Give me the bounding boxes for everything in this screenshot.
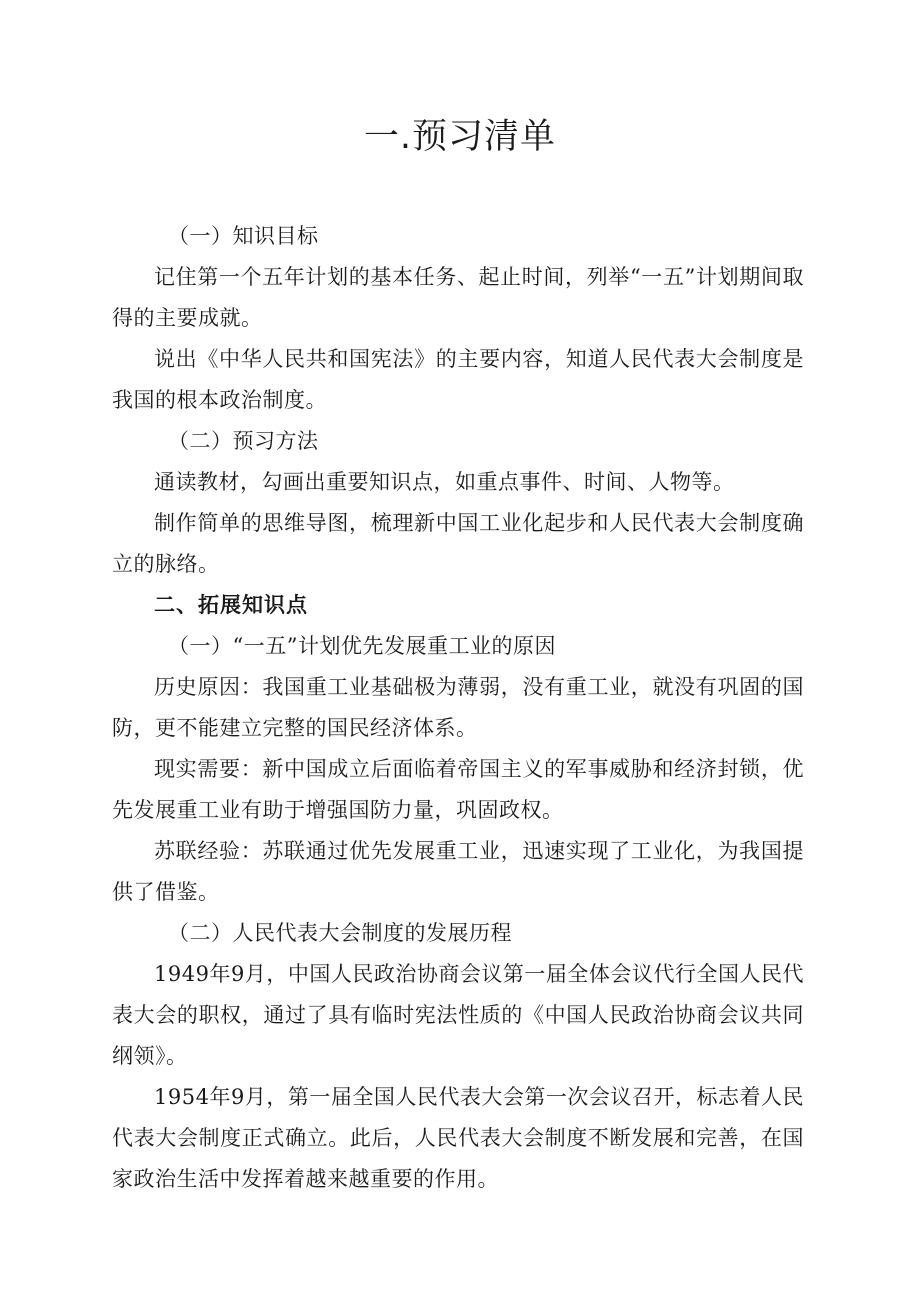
paragraph-reason-soviet: 苏联经验：苏联通过优先发展重工业，迅速实现了工业化，为我国提供了借鉴。 [112, 839, 804, 904]
page-title: 一.预习清单 [363, 117, 557, 157]
section-heading-extended-knowledge: 二、拓展知识点 [154, 593, 308, 617]
paragraph-method-read: 通读教材，勾画出重要知识点，如重点事件、时间、人物等。 [154, 470, 735, 494]
paragraph-reason-practical: 现实需要：新中国成立后面临着帝国主义的军事威胁和经济封锁，优先发展重工业有助于增强国防力量，巩固政权。 [112, 757, 804, 822]
paragraph-npc-1949: 1949年9月，中国人民政治协商会议第一届全体会议代行全国人民代表大会的职权，通过了具有临时宪法性质的《中国人民政治协商会议共同纲领》。 [112, 962, 804, 1068]
paragraph-npc-1954: 1954年9月，第一届全国人民代表大会第一次会议召开，标志着人民代表大会制度正式确立。此后，人民代表大会制度不断发展和完善，在国家政治生活中发挥着越来越重要的作用。 [112, 1085, 804, 1191]
paragraph-goal-five-year-plan: 记住第一个五年计划的基本任务、起止时间，列举“一五”计划期间取得的主要成就。 [112, 265, 804, 330]
subsection-heading-heavy-industry-reasons: （一）“一五”计划优先发展重工业的原因 [168, 634, 556, 658]
subsection-heading-npc-history: （二）人民代表大会制度的发展历程 [168, 921, 512, 945]
document-body [112, 216, 804, 1200]
subsection-heading-knowledge-goals: （一）知识目标 [168, 224, 319, 248]
subsection-heading-preview-methods: （二）预习方法 [168, 429, 319, 453]
paragraph-reason-historical: 历史原因：我国重工业基础极为薄弱，没有重工业，就没有巩固的国防，更不能建立完整的国民经济体系。 [112, 675, 804, 740]
paragraph-goal-constitution: 说出《中华人民共和国宪法》的主要内容，知道人民代表大会制度是我国的根本政治制度。 [112, 347, 804, 412]
paragraph-method-mindmap: 制作简单的思维导图，梳理新中国工业化起步和人民代表大会制度确立的脉络。 [112, 511, 804, 576]
